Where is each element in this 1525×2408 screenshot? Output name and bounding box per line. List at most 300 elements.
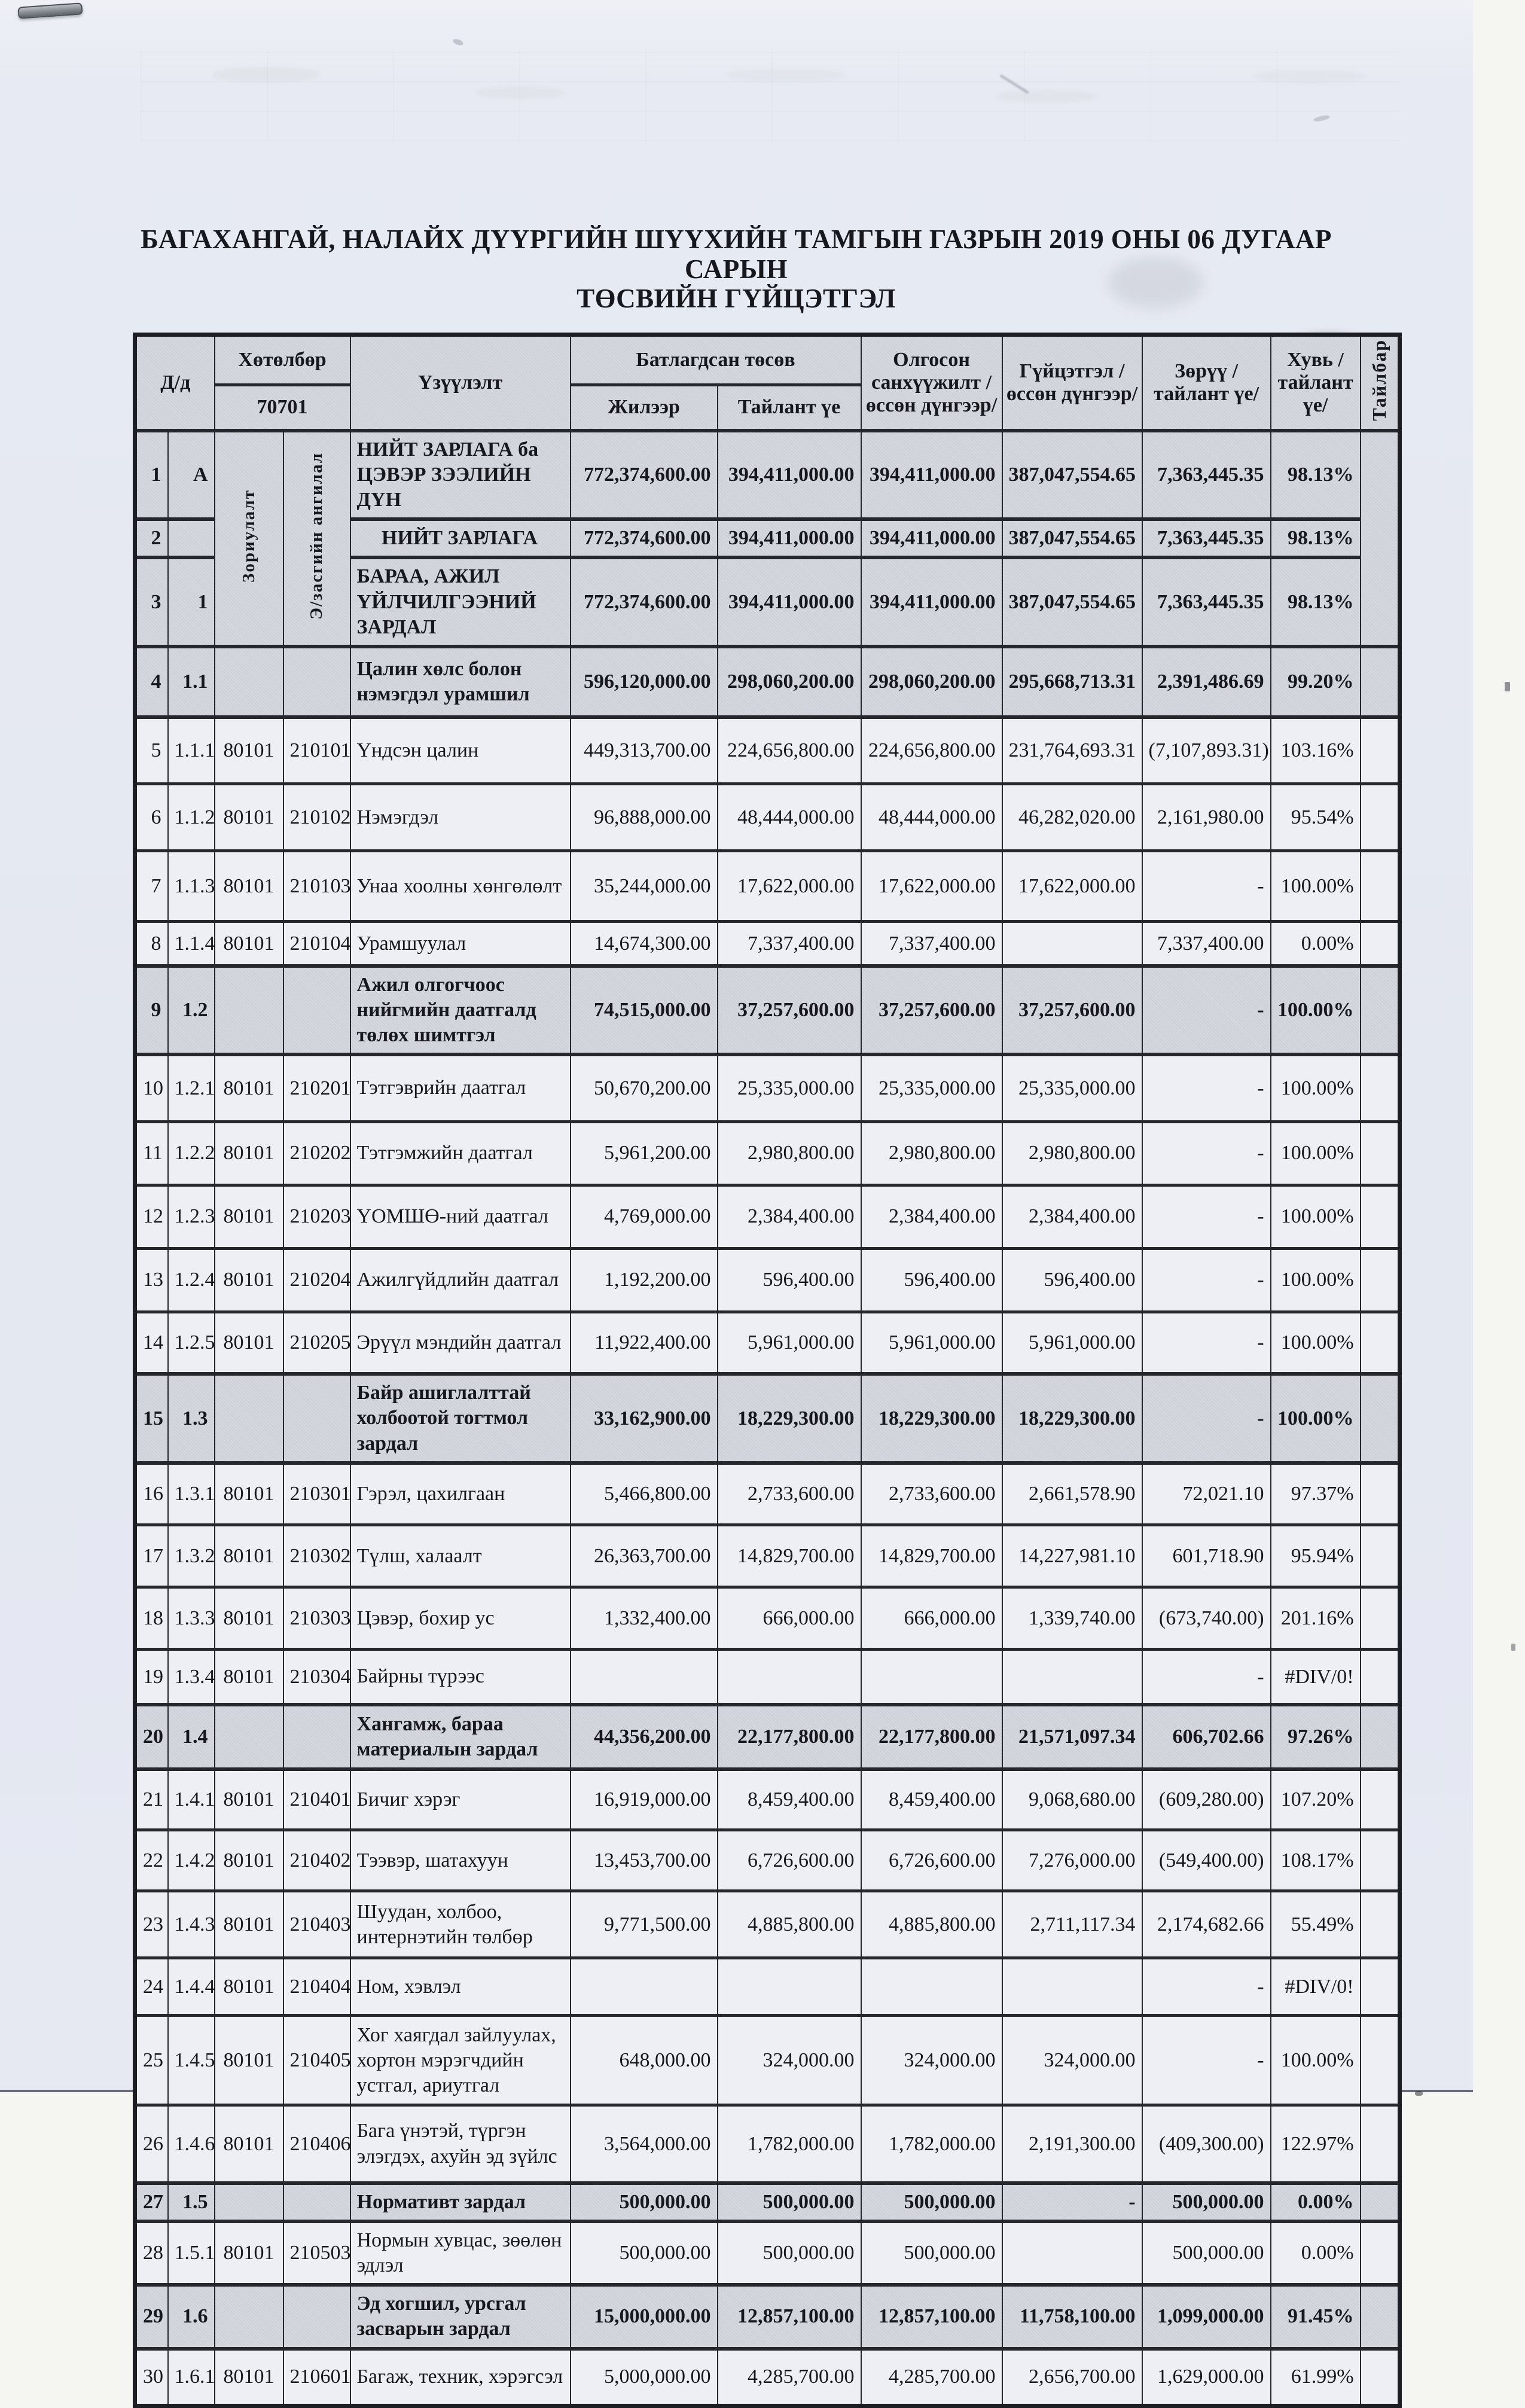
cell-period: 500,000.00	[718, 2221, 861, 2285]
cell-remarks	[1361, 2183, 1400, 2221]
cell-code: 1.5	[168, 2183, 215, 2221]
cell-code: 1.2.4	[168, 1248, 215, 1312]
cell-yearly: 14,674,300.00	[571, 922, 718, 966]
cell-code: 1.5.1	[168, 2221, 215, 2285]
header-yearly: Жилээр	[571, 385, 718, 431]
header-remarks	[1361, 335, 1400, 431]
cell-purpose	[215, 647, 283, 717]
cell-code: 1.4.6	[168, 2105, 215, 2183]
table-row	[135, 1312, 1400, 1374]
cell-financing: 12,857,100.00	[861, 2285, 1002, 2348]
cell-percent: 103.16%	[1271, 717, 1361, 784]
cell-percent: 107.20%	[1271, 1769, 1361, 1830]
cell-econ-class: 210202	[283, 1121, 350, 1185]
header-execution: Гүйцэтгэл /өссөн дүнгээр/	[1002, 335, 1142, 431]
cell-period: 224,656,800.00	[718, 717, 861, 784]
cell-index: 11	[135, 1121, 168, 1185]
cell-econ-class: 210403	[283, 1891, 350, 1958]
cell-remarks-merged	[1361, 431, 1400, 647]
cell-index: 6	[135, 784, 168, 851]
cell-period: 1,782,000.00	[718, 2105, 861, 2183]
cell-yearly: 4,769,000.00	[571, 1185, 718, 1248]
table-row	[135, 1958, 1400, 2016]
cell-indicator: Нэмэгдэл	[350, 784, 571, 851]
cell-execution: 2,661,578.90	[1002, 1463, 1142, 1525]
cell-execution	[1002, 1650, 1142, 1705]
cell-indicator: Түлш, халаалт	[350, 1525, 571, 1587]
cell-code: 1.2.3	[168, 1185, 215, 1248]
cell-yearly: 9,771,500.00	[571, 1891, 718, 1958]
cell-yearly: 96,888,000.00	[571, 784, 718, 851]
bleed-smudge	[475, 86, 565, 99]
cell-remarks	[1361, 1958, 1400, 2016]
cell-period: 22,177,800.00	[718, 1705, 861, 1769]
cell-difference: (609,280.00)	[1142, 1769, 1271, 1830]
table-row	[135, 784, 1400, 851]
cell-difference: -	[1142, 1312, 1271, 1374]
cell-period: 596,400.00	[718, 1248, 861, 1312]
cell-purpose-label	[215, 431, 283, 647]
cell-execution	[1002, 1958, 1142, 2016]
cell-indicator: Тэтгэврийн даатгал	[350, 1054, 571, 1121]
cell-difference: -	[1142, 1650, 1271, 1705]
cell-execution: 37,257,600.00	[1002, 966, 1142, 1054]
cell-financing	[861, 1650, 1002, 1705]
cell-execution: 7,276,000.00	[1002, 1830, 1142, 1891]
cell-yearly: 1,332,400.00	[571, 1587, 718, 1650]
cell-yearly: 16,919,000.00	[571, 1769, 718, 1830]
table-row	[135, 2349, 1400, 2406]
cell-percent: 95.54%	[1271, 784, 1361, 851]
bleed-smudge	[212, 67, 320, 83]
cell-difference: 500,000.00	[1142, 2221, 1271, 2285]
cell-percent: 122.97%	[1271, 2105, 1361, 2183]
cell-code: A	[168, 431, 215, 519]
cell-financing: 1,782,000.00	[861, 2105, 1002, 2183]
cell-purpose: 80101	[215, 717, 283, 784]
cell-percent: 91.45%	[1271, 2285, 1361, 2348]
cell-index: 18	[135, 1587, 168, 1650]
cell-indicator: Эрүүл мэндийн даатгал	[350, 1312, 571, 1374]
cell-remarks	[1361, 1312, 1400, 1374]
cell-financing: 6,726,600.00	[861, 1830, 1002, 1891]
cell-index: 24	[135, 1958, 168, 2016]
cell-index: 12	[135, 1185, 168, 1248]
cell-code: 1.4.5	[168, 2016, 215, 2105]
cell-difference: -	[1142, 2016, 1271, 2105]
cell-code: 1.1.3	[168, 851, 215, 922]
cell-percent: 100.00%	[1271, 1121, 1361, 1185]
cell-yearly: 5,000,000.00	[571, 2349, 718, 2406]
cell-yearly: 648,000.00	[571, 2016, 718, 2105]
bleed-through	[141, 50, 1399, 141]
cell-indicator: Шуудан, холбоо, интернэтийн төлбөр	[350, 1891, 571, 1958]
cell-percent: 61.99%	[1271, 2349, 1361, 2406]
cell-code: 1.2.5	[168, 1312, 215, 1374]
cell-purpose: 80101	[215, 1463, 283, 1525]
cell-indicator: Багаж, техник, хэрэгсэл	[350, 2349, 571, 2406]
cell-indicator: Үндсэн цалин	[350, 717, 571, 784]
cell-difference: -	[1142, 1958, 1271, 2016]
cell-period: 37,257,600.00	[718, 966, 861, 1054]
budget-table	[133, 333, 1402, 2408]
cell-remarks	[1361, 1650, 1400, 1705]
cell-purpose	[215, 1705, 283, 1769]
page-title-line2: ТӨСВИЙН ГҮЙЦЭТГЭЛ	[577, 284, 896, 313]
cell-financing: 224,656,800.00	[861, 717, 1002, 784]
cell-code: 1.2.1	[168, 1054, 215, 1121]
header-dd: Д/д	[135, 335, 215, 431]
cell-percent: 201.16%	[1271, 1587, 1361, 1650]
cell-code: 1.3	[168, 1374, 215, 1462]
cell-financing: 2,980,800.00	[861, 1121, 1002, 1185]
cell-index: 4	[135, 647, 168, 717]
cell-purpose: 80101	[215, 2016, 283, 2105]
cell-yearly: 500,000.00	[571, 2221, 718, 2285]
cell-percent: 100.00%	[1271, 1185, 1361, 1248]
cell-period	[718, 1650, 861, 1705]
table-row	[135, 966, 1400, 1054]
cell-indicator: Нормын хувцас, зөөлөн эдлэл	[350, 2221, 571, 2285]
cell-yearly: 3,564,000.00	[571, 2105, 718, 2183]
table-row	[135, 1650, 1400, 1705]
cell-difference: 72,021.10	[1142, 1463, 1271, 1525]
cell-indicator: Нормативт зардал	[350, 2183, 571, 2221]
cell-percent: 108.17%	[1271, 1830, 1361, 1891]
cell-index: 28	[135, 2221, 168, 2285]
cell-code: 1.1	[168, 647, 215, 717]
cell-remarks	[1361, 1705, 1400, 1769]
cell-difference: (409,300.00)	[1142, 2105, 1271, 2183]
cell-yearly: 74,515,000.00	[571, 966, 718, 1054]
cell-index: 19	[135, 1650, 168, 1705]
cell-remarks	[1361, 1463, 1400, 1525]
cell-percent: 100.00%	[1271, 2016, 1361, 2105]
cell-financing: 4,885,800.00	[861, 1891, 1002, 1958]
cell-difference: 1,629,000.00	[1142, 2349, 1271, 2406]
cell-code: 1.3.4	[168, 1650, 215, 1705]
table-header-row	[135, 335, 1400, 385]
cell-econ-class: 210205	[283, 1312, 350, 1374]
header-financing: Олгосон санхүүжилт /өссөн дүнгээр/	[861, 335, 1002, 431]
cell-execution: 5,961,000.00	[1002, 1312, 1142, 1374]
cell-code: 1.3.1	[168, 1463, 215, 1525]
table-row	[135, 1587, 1400, 1650]
cell-purpose: 80101	[215, 2105, 283, 2183]
cell-period	[718, 1958, 861, 2016]
cell-execution: 17,622,000.00	[1002, 851, 1142, 922]
cell-yearly: 5,961,200.00	[571, 1121, 718, 1185]
cell-financing: 4,285,700.00	[861, 2349, 1002, 2406]
cell-period: 298,060,200.00	[718, 647, 861, 717]
cell-econ-class: 210204	[283, 1248, 350, 1312]
cell-difference: (673,740.00)	[1142, 1587, 1271, 1650]
cell-percent: 0.00%	[1271, 2221, 1361, 2285]
cell-remarks	[1361, 2221, 1400, 2285]
cell-index: 16	[135, 1463, 168, 1525]
header-difference: Зөрүү /тайлант үе/	[1142, 335, 1271, 431]
cell-indicator: Бичиг хэрэг	[350, 1769, 571, 1830]
cell-financing: 500,000.00	[861, 2221, 1002, 2285]
cell-yearly: 15,000,000.00	[571, 2285, 718, 2348]
cell-period: 4,285,700.00	[718, 2349, 861, 2406]
cell-index: 10	[135, 1054, 168, 1121]
cell-execution: 18,229,300.00	[1002, 1374, 1142, 1462]
header-approved-budget: Батлагдсан төсөв	[571, 335, 861, 385]
cell-period: 2,384,400.00	[718, 1185, 861, 1248]
cell-code: 1.4.2	[168, 1830, 215, 1891]
cell-remarks	[1361, 922, 1400, 966]
cell-econ-class: 210201	[283, 1054, 350, 1121]
cell-difference: -	[1142, 1185, 1271, 1248]
cell-execution: 387,047,554.65	[1002, 431, 1142, 519]
cell-financing: 7,337,400.00	[861, 922, 1002, 966]
page-title-line1: БАГАХАНГАЙ, НАЛАЙХ ДҮҮРГИЙН ШҮҮХИЙН ТАМГЫН ГАЗРЫН 2019 ОНЫ 06 ДУГААР САРЫН	[141, 224, 1332, 284]
cell-percent: 97.26%	[1271, 1705, 1361, 1769]
cell-index: 23	[135, 1891, 168, 1958]
cell-yearly: 50,670,200.00	[571, 1054, 718, 1121]
cell-indicator: НИЙТ ЗАРЛАГА	[350, 519, 571, 557]
cell-purpose	[215, 2285, 283, 2348]
cell-period: 394,411,000.00	[718, 519, 861, 557]
table-row	[135, 2016, 1400, 2105]
cell-indicator: Тэтгэмжийн даатгал	[350, 1121, 571, 1185]
cell-difference: 2,174,682.66	[1142, 1891, 1271, 1958]
cell-purpose: 80101	[215, 1587, 283, 1650]
cell-purpose: 80101	[215, 1769, 283, 1830]
cell-code: 1.2.2	[168, 1121, 215, 1185]
cell-index: 14	[135, 1312, 168, 1374]
cell-execution: 11,758,100.00	[1002, 2285, 1142, 2348]
cell-difference: 7,337,400.00	[1142, 922, 1271, 966]
scan-artifact	[1505, 682, 1510, 691]
cell-yearly: 1,192,200.00	[571, 1248, 718, 1312]
table-row	[135, 1830, 1400, 1891]
cell-indicator: Унаа хоолны хөнгөлөлт	[350, 851, 571, 922]
cell-code: 1.4.3	[168, 1891, 215, 1958]
cell-econ-class: 210102	[283, 784, 350, 851]
cell-remarks	[1361, 1769, 1400, 1830]
header-program: Хөтөлбөр	[215, 335, 350, 385]
cell-difference: (549,400.00)	[1142, 1830, 1271, 1891]
cell-econ-class	[283, 2183, 350, 2221]
cell-indicator: Цалин хөлс болон нэмэгдэл урамшил	[350, 647, 571, 717]
cell-index: 25	[135, 2016, 168, 2105]
cell-remarks	[1361, 966, 1400, 1054]
cell-execution: 387,047,554.65	[1002, 519, 1142, 557]
cell-remarks	[1361, 851, 1400, 922]
cell-difference: -	[1142, 851, 1271, 922]
cell-financing: 37,257,600.00	[861, 966, 1002, 1054]
cell-yearly: 772,374,600.00	[571, 557, 718, 646]
cell-remarks	[1361, 2285, 1400, 2348]
cell-econ-class: 210601	[283, 2349, 350, 2406]
cell-indicator: БАРАА, АЖИЛ ҮЙЛЧИЛГЭЭНИЙ ЗАРДАЛ	[350, 557, 571, 646]
cell-econ-class	[283, 966, 350, 1054]
cell-econ-class-label	[283, 431, 350, 647]
cell-period: 4,885,800.00	[718, 1891, 861, 1958]
cell-econ-class: 210401	[283, 1769, 350, 1830]
table-row	[135, 717, 1400, 784]
cell-financing: 394,411,000.00	[861, 557, 1002, 646]
cell-econ-class	[283, 2285, 350, 2348]
cell-execution: 2,711,117.34	[1002, 1891, 1142, 1958]
cell-execution: 2,191,300.00	[1002, 2105, 1142, 2183]
cell-remarks	[1361, 2349, 1400, 2406]
cell-financing: 22,177,800.00	[861, 1705, 1002, 1769]
cell-percent: 97.37%	[1271, 1463, 1361, 1525]
cell-execution: 1,339,740.00	[1002, 1587, 1142, 1650]
cell-indicator: Ажил олгогчоос нийгмийн даатгалд төлөх шимтгэл	[350, 966, 571, 1054]
cell-yearly	[571, 1650, 718, 1705]
cell-execution: 324,000.00	[1002, 2016, 1142, 2105]
cell-difference: 500,000.00	[1142, 2183, 1271, 2221]
cell-percent: 100.00%	[1271, 1312, 1361, 1374]
cell-yearly: 596,120,000.00	[571, 647, 718, 717]
cell-code: 1.4	[168, 1705, 215, 1769]
cell-econ-class: 210101	[283, 717, 350, 784]
cell-code: 1.1.2	[168, 784, 215, 851]
cell-indicator: Байр ашиглалттай холбоотой тогтмол зардал	[350, 1374, 571, 1462]
cell-percent: 100.00%	[1271, 1248, 1361, 1312]
cell-financing: 2,733,600.00	[861, 1463, 1002, 1525]
cell-index: 27	[135, 2183, 168, 2221]
cell-index: 2	[135, 519, 168, 557]
cell-period: 500,000.00	[718, 2183, 861, 2221]
cell-financing: 324,000.00	[861, 2016, 1002, 2105]
cell-remarks	[1361, 1587, 1400, 1650]
cell-purpose: 80101	[215, 1650, 283, 1705]
cell-remarks	[1361, 2016, 1400, 2105]
cell-code: 1.4.1	[168, 1769, 215, 1830]
cell-execution: 46,282,020.00	[1002, 784, 1142, 851]
cell-remarks	[1361, 647, 1400, 717]
cell-econ-class: 210302	[283, 1525, 350, 1587]
cell-difference: -	[1142, 1054, 1271, 1121]
cell-indicator: Ном, хэвлэл	[350, 1958, 571, 2016]
cell-index: 8	[135, 922, 168, 966]
cell-financing: 596,400.00	[861, 1248, 1002, 1312]
cell-purpose: 80101	[215, 1891, 283, 1958]
cell-yearly: 5,466,800.00	[571, 1463, 718, 1525]
cell-remarks	[1361, 1248, 1400, 1312]
cell-index: 15	[135, 1374, 168, 1462]
cell-indicator: Урамшуулал	[350, 922, 571, 966]
cell-period: 6,726,600.00	[718, 1830, 861, 1891]
cell-percent: 0.00%	[1271, 922, 1361, 966]
cell-econ-class: 210301	[283, 1463, 350, 1525]
cell-period: 14,829,700.00	[718, 1525, 861, 1587]
cell-remarks	[1361, 717, 1400, 784]
table-row	[135, 1769, 1400, 1830]
purpose-vertical-label: Зориулалт	[239, 489, 258, 583]
cell-code: 1.1.1	[168, 717, 215, 784]
cell-difference: -	[1142, 1121, 1271, 1185]
cell-percent: 98.13%	[1271, 519, 1361, 557]
cell-percent: 55.49%	[1271, 1891, 1361, 1958]
cell-difference: -	[1142, 1374, 1271, 1462]
cell-period: 324,000.00	[718, 2016, 861, 2105]
cell-period: 394,411,000.00	[718, 557, 861, 646]
cell-period: 17,622,000.00	[718, 851, 861, 922]
cell-indicator: НИЙТ ЗАРЛАГА ба ЦЭВЭР ЗЭЭЛИЙН ДҮН	[350, 431, 571, 519]
cell-period: 8,459,400.00	[718, 1769, 861, 1830]
cell-purpose: 80101	[215, 2349, 283, 2406]
cell-yearly: 772,374,600.00	[571, 431, 718, 519]
header-percent: Хувь /тайлант үе/	[1271, 335, 1361, 431]
cell-period: 48,444,000.00	[718, 784, 861, 851]
table-row	[135, 431, 1400, 519]
cell-code: 1.6.1	[168, 2349, 215, 2406]
cell-purpose: 80101	[215, 1121, 283, 1185]
cell-financing: 666,000.00	[861, 1587, 1002, 1650]
cell-econ-class: 210404	[283, 1958, 350, 2016]
cell-econ-class	[283, 647, 350, 717]
table-row	[135, 851, 1400, 922]
table-row	[135, 1248, 1400, 1312]
cell-index: 22	[135, 1830, 168, 1891]
cell-remarks	[1361, 1525, 1400, 1587]
cell-purpose: 80101	[215, 922, 283, 966]
scan-artifact	[1511, 1644, 1515, 1651]
cell-econ-class: 210406	[283, 2105, 350, 2183]
table-row	[135, 1185, 1400, 1248]
cell-code: 1.1.4	[168, 922, 215, 966]
cell-financing	[861, 1958, 1002, 2016]
cell-index: 30	[135, 2349, 168, 2406]
cell-yearly: 11,922,400.00	[571, 1312, 718, 1374]
cell-execution	[1002, 2221, 1142, 2285]
cell-financing: 8,459,400.00	[861, 1769, 1002, 1830]
cell-index: 9	[135, 966, 168, 1054]
cell-purpose: 80101	[215, 1054, 283, 1121]
cell-index: 3	[135, 557, 168, 646]
cell-econ-class: 210405	[283, 2016, 350, 2105]
cell-execution: 295,668,713.31	[1002, 647, 1142, 717]
cell-difference: 601,718.90	[1142, 1525, 1271, 1587]
cell-execution: 387,047,554.65	[1002, 557, 1142, 646]
header-remarks-label: Тайлбар	[1368, 339, 1390, 421]
table-row	[135, 1374, 1400, 1462]
cell-difference: 2,391,486.69	[1142, 647, 1271, 717]
cell-econ-class	[283, 1705, 350, 1769]
cell-remarks	[1361, 1054, 1400, 1121]
cell-econ-class: 210103	[283, 851, 350, 922]
cell-remarks	[1361, 1185, 1400, 1248]
cell-index: 20	[135, 1705, 168, 1769]
cell-percent: 100.00%	[1271, 966, 1361, 1054]
cell-remarks	[1361, 2105, 1400, 2183]
header-indicator: Үзүүлэлт	[350, 335, 571, 431]
cell-remarks	[1361, 1374, 1400, 1462]
cell-remarks	[1361, 784, 1400, 851]
cell-financing: 25,335,000.00	[861, 1054, 1002, 1121]
cell-index: 17	[135, 1525, 168, 1587]
cell-period: 7,337,400.00	[718, 922, 861, 966]
cell-purpose: 80101	[215, 784, 283, 851]
cell-period: 666,000.00	[718, 1587, 861, 1650]
cell-indicator: Тээвэр, шатахуун	[350, 1830, 571, 1891]
cell-financing: 17,622,000.00	[861, 851, 1002, 922]
cell-execution: 14,227,981.10	[1002, 1525, 1142, 1587]
cell-econ-class: 210203	[283, 1185, 350, 1248]
cell-financing: 5,961,000.00	[861, 1312, 1002, 1374]
cell-yearly: 449,313,700.00	[571, 717, 718, 784]
cell-execution	[1002, 922, 1142, 966]
cell-period: 18,229,300.00	[718, 1374, 861, 1462]
cell-econ-class: 210303	[283, 1587, 350, 1650]
cell-yearly: 500,000.00	[571, 2183, 718, 2221]
